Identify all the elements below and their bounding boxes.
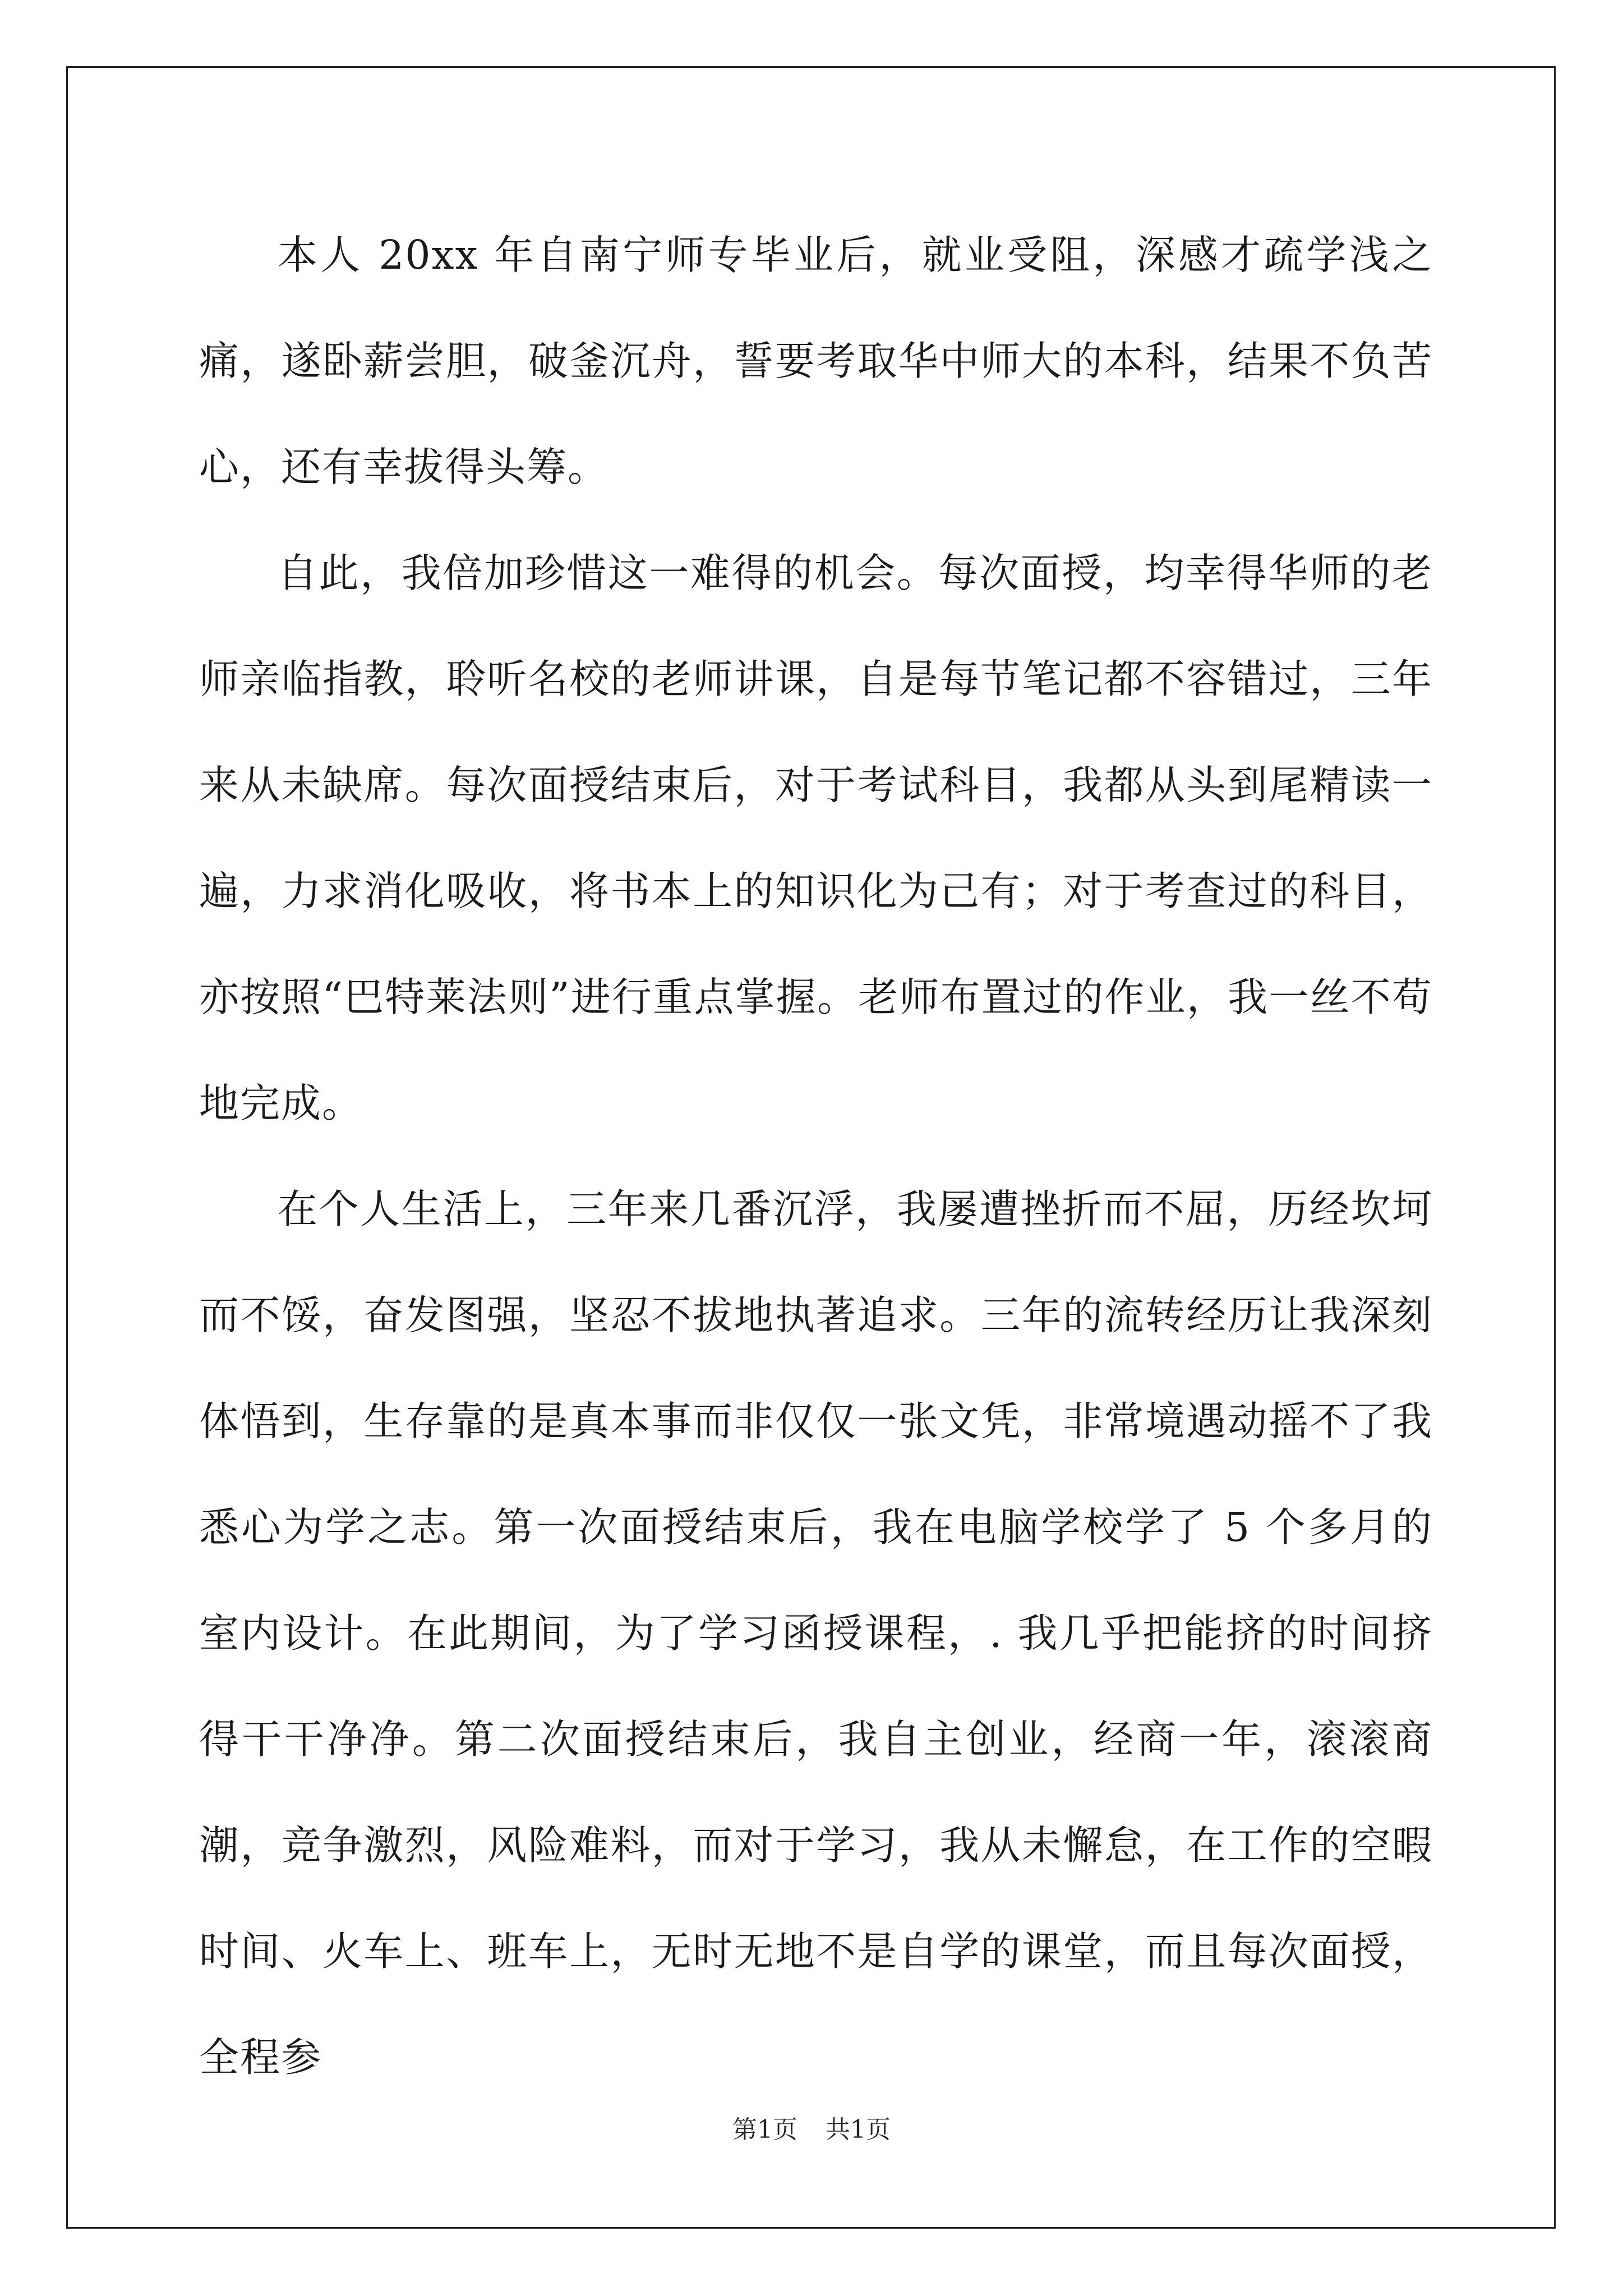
page-footer bbox=[0, 2109, 1623, 2145]
paragraph-1: 本人 20xx 年自南宁师专毕业后，就业受阻，深感才疏学浅之痛，遂卧薪尝胆，破釜沉舟，誓要考取华中师大的本科，结果不负苦心，还有幸拔得头筹。 bbox=[199, 232, 1433, 490]
paragraph-2: 自此，我倍加珍惜这一难得的机会。每次面授，均幸得华师的老师亲临指教，聆听名校的老师讲课，自是每节笔记都不容错过，三年来从未缺席。每次面授结束后，对于考试科目，我都从头到尾精读一遍，力求消化吸收，将书本上的知识化为己有；对于考查过的科目，亦按照“巴特莱法则”进行重点掌握。老师布置过的作业，我一丝不苟地完成。 bbox=[199, 550, 1433, 1126]
document-body bbox=[199, 202, 1433, 2110]
page-number-current: 第1页 bbox=[732, 2115, 797, 2144]
page-number-total: 共1页 bbox=[826, 2115, 891, 2144]
paragraph-3: 在个人生活上，三年来几番沉浮，我屡遭挫折而不屈，历经坎坷而不馁，奋发图强，坚忍不拔地执著追求。三年的流转经历让我深刻体悟到，生存靠的是真本事而非仅仅一张文凭，非常境遇动摇不了我悉心为学之志。第一次面授结束后，我在电脑学校学了 5 个多月的室内设计。在此期间，为了学习函授课程，. 我几乎把能挤的时间挤得干干净净。第二次面授结束后，我自主创业，经商一年，滚滚商潮，竞争激烈，风险难料，而对于学习，我从未懈怠，在工作的空暇时间、火车上、班车上，无时无地不是自学的课堂，而且每次面授，全程参 bbox=[199, 1186, 1433, 2081]
